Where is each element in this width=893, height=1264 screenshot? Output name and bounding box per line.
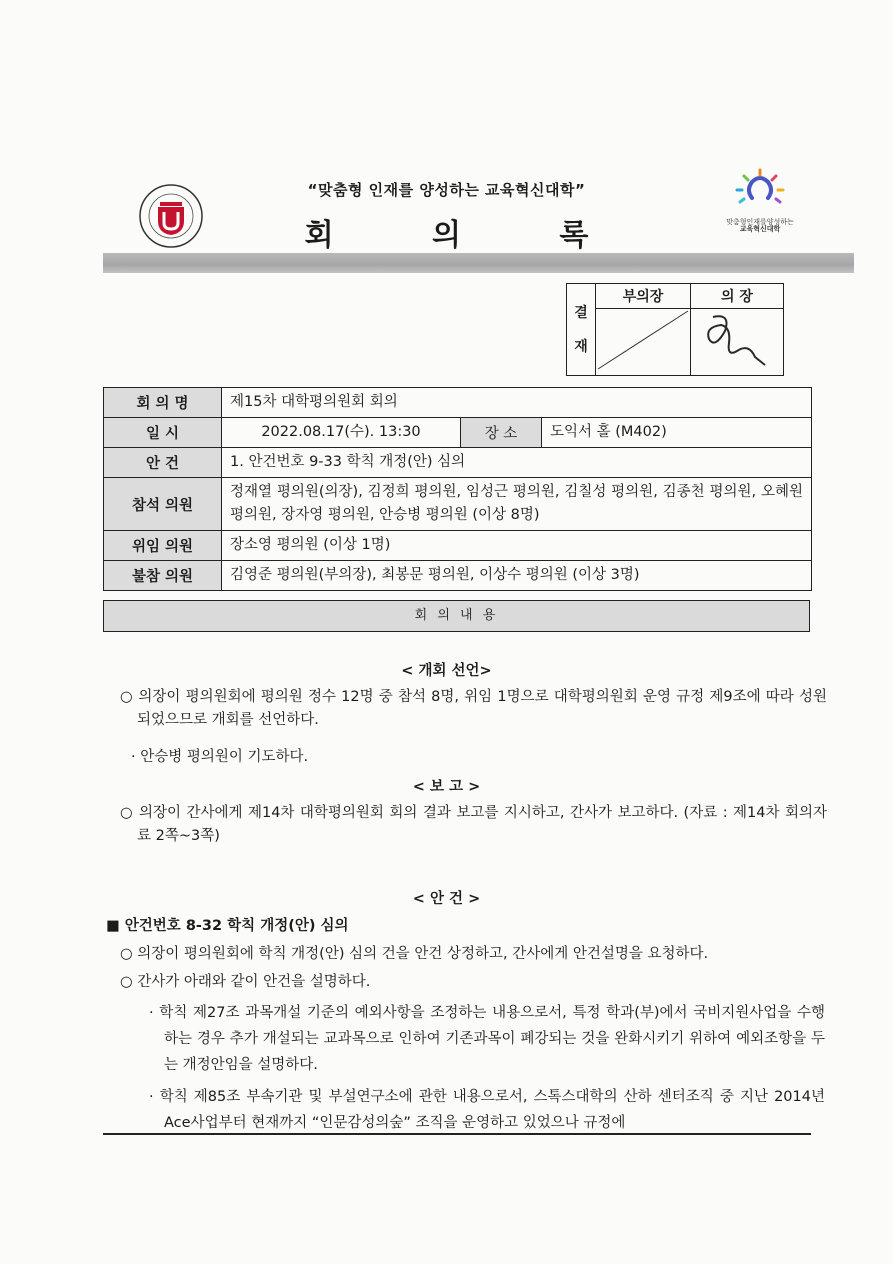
approval-side-label: 결 재 — [567, 284, 596, 376]
meeting-name-value: 제15차 대학평의원회 회의 — [222, 388, 812, 418]
datetime-label: 일 시 — [104, 418, 222, 448]
opening-note: · 안승병 평의원이 기도하다. — [131, 749, 309, 765]
logo-caption-line1: 맞춤형인재를양성하는 — [726, 218, 794, 226]
lightbulb-icon — [730, 168, 790, 216]
section-title: 회 의 내 용 — [103, 600, 810, 632]
attendees-value: 정재열 평의원(의장), 김정희 평의원, 임성근 평의원, 김칠성 평의원, 김종천 평의원, 오혜원 평의원, 장자영 평의원, 안승병 평의원 (이상 8명) — [222, 478, 812, 531]
education-innovation-logo — [724, 168, 796, 240]
report-heading: < 보 고 > — [412, 779, 481, 795]
approval-chair-signature-cell — [691, 309, 784, 376]
table-row — [104, 561, 812, 591]
opening-heading: < 개회 선언> — [401, 663, 492, 679]
approval-header-chair: 의 장 — [691, 284, 784, 309]
location-label: 장 소 — [461, 418, 542, 448]
meeting-name-label: 회 의 명 — [104, 388, 222, 418]
table-row — [104, 448, 812, 478]
agenda-bullet-2: · 학칙 제85조 부속기관 및 부설연구소에 관한 내용으로서, 스톡스대학의 산하 센터조직 중 지난 2014년 Ace사업부터 현재까지 “인문감성의숲” 조직을 운영하고 있었으나 규정에 — [149, 1089, 825, 1131]
agenda-paragraph-2: ○ 간사가 아래와 같이 안건을 설명하다. — [120, 974, 371, 990]
table-row — [104, 418, 812, 448]
approval-box — [566, 283, 784, 376]
attendees-label: 참석 의원 — [104, 478, 222, 531]
agenda-heading: < 안 건 > — [412, 891, 481, 907]
logo-caption-line2: 교육혁신대학 — [739, 225, 781, 233]
agenda-paragraph-1: ○ 의장이 평의원회에 학칙 개정(안) 심의 건을 안건 상정하고, 간사에게 안건설명을 요청하다. — [120, 946, 709, 962]
approval-vice-chair-cell — [596, 309, 691, 376]
meeting-info-table — [103, 387, 812, 591]
location-value: 도익서 홀 (M402) — [542, 418, 812, 448]
approval-header-vice-chair: 부의장 — [596, 284, 691, 309]
agenda-item-title: ■ 안건번호 8-32 학칙 개정(안) 심의 — [106, 918, 349, 934]
slogan: “맞춤형 인재를 양성하는 교육혁신대학” — [307, 181, 586, 199]
proxy-value: 장소영 평의원 (이상 1명) — [222, 531, 812, 561]
proxy-label: 위임 의원 — [104, 531, 222, 561]
document-title: 회 의 록 — [304, 218, 633, 253]
table-row — [104, 478, 812, 531]
page-bottom-rule — [103, 1133, 811, 1135]
absentees-value: 김영준 평의원(부의장), 최봉문 평의원, 이상수 평의원 (이상 3명) — [222, 561, 812, 591]
opening-paragraph: ○ 의장이 평의원회에 평의원 정수 12명 중 참석 8명, 위임 1명으로 대학평의원회 운영 규정 제9조에 따라 성원 되었으므로 개회를 선언하다. — [120, 689, 827, 728]
agenda-value: 1. 안건번호 9-33 학칙 개정(안) 심의 — [222, 448, 812, 478]
table-row — [104, 531, 812, 561]
header-divider-bar — [103, 253, 854, 273]
strike-line-icon — [596, 309, 690, 371]
agenda-bullet-1: · 학칙 제27조 과목개설 기준의 예외사항을 조정하는 내용으로서, 특정 학과(부)에서 국비지원사업을 수행하는 경우 추가 개설되는 교과목으로 인하여 기존과목이 폐강되는 것을 완화시키기 위하여 예외조항을 두는 개정안임을 설명하다. — [149, 1005, 825, 1073]
datetime-value: 2022.08.17(수). 13:30 — [222, 418, 461, 448]
absentees-label: 불참 의원 — [104, 561, 222, 591]
report-paragraph: ○ 의장이 간사에게 제14차 대학평의원회 회의 결과 보고를 지시하고, 간사가 보고하다. (자료 : 제14차 회의자료 2쪽~3쪽) — [120, 805, 827, 844]
table-row — [104, 388, 812, 418]
signature-icon — [691, 309, 783, 371]
agenda-label: 안 건 — [104, 448, 222, 478]
